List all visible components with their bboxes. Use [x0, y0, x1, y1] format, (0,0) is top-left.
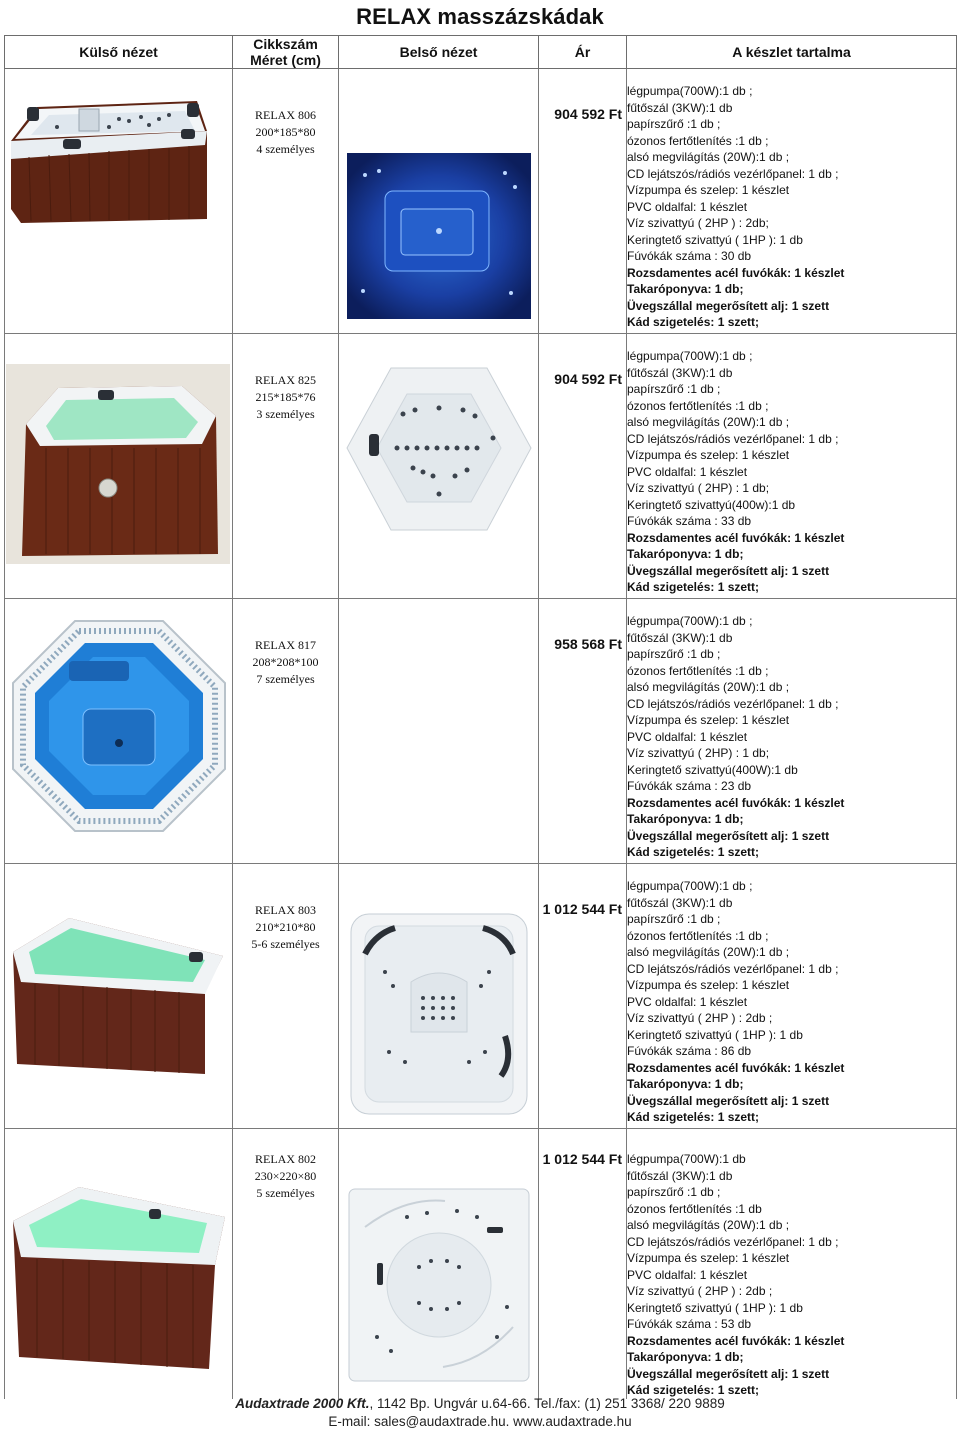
- contents-item: Vízpumpa és szelep: 1 készlet: [627, 713, 790, 727]
- product-size: 210*210*80: [255, 920, 316, 934]
- product-persons: 5 személyes: [256, 1186, 315, 1200]
- product-catalog-table: [4, 35, 957, 1399]
- exterior-photo-relax-803: [9, 912, 229, 1076]
- price-cell: [539, 1129, 627, 1399]
- footer-contact: E-mail: sales@audaxtrade.hu. www.audaxtrade.hu: [328, 1414, 632, 1429]
- contents-item: fűtőszál (3KW):1 db: [627, 630, 733, 645]
- contents-item: légpumpa(700W):1 db ;: [627, 614, 753, 628]
- interior-photo-relax-802: [347, 1187, 531, 1383]
- contents-item: Fúvókák száma : 30 db: [627, 249, 752, 263]
- contents-item: fűtőszál (3KW):1 db: [627, 365, 733, 380]
- contents-item: Rozsdamentes acél fuvókák: 1 készlet: [627, 530, 845, 545]
- exterior-cell: [5, 69, 233, 334]
- contents-item: alsó megvilágítás (20W):1 db ;: [627, 150, 790, 164]
- contents-item: Víz szivattyú ( 2HP ) : 2db;: [627, 216, 769, 230]
- interior-photo-relax-806: [345, 151, 533, 321]
- footer-company: Audaxtrade 2000 Kft.: [235, 1396, 370, 1411]
- contents-list: [627, 599, 956, 861]
- header-code: Cikkszám: [253, 36, 318, 52]
- contents-cell: [627, 864, 957, 1129]
- contents-item: papírszűrő :1 db ;: [627, 117, 721, 131]
- contents-item: papírszűrő :1 db ;: [627, 382, 721, 396]
- product-model: RELAX 817: [255, 638, 316, 652]
- product-price: 1 012 544 Ft: [542, 901, 622, 917]
- contents-item: légpumpa(700W):1 db ;: [627, 349, 753, 363]
- contents-item: Víz szivattyú ( 2HP) : 1 db;: [627, 481, 770, 495]
- contents-item: Keringtető szivattyú ( 1HP ): 1 db: [627, 1300, 803, 1315]
- product-model: RELAX 825: [255, 373, 316, 387]
- header-interior: Belső nézet: [339, 36, 539, 69]
- contents-item: PVC oldalfal: 1 készlet: [627, 994, 748, 1009]
- code-cell: [233, 599, 339, 864]
- contents-item: PVC oldalfal: 1 készlet: [627, 729, 748, 744]
- contents-item: Takaróponyva: 1 db;: [627, 1350, 744, 1364]
- price-cell: [539, 69, 627, 334]
- header-contents: A készlet tartalma: [627, 36, 957, 69]
- document-title: RELAX masszázskádak: [356, 4, 604, 29]
- contents-item: alsó megvilágítás (20W):1 db ;: [627, 680, 790, 694]
- product-row-relax-806: [5, 69, 957, 334]
- product-persons: 7 személyes: [256, 672, 315, 686]
- contents-item: CD lejátszós/rádiós vezérlőpanel: 1 db ;: [627, 961, 839, 976]
- contents-item: Keringtető szivattyú ( 1HP ): 1 db: [627, 1027, 803, 1042]
- contents-item: ózonos fertőtlenítés :1 db ;: [627, 398, 769, 413]
- contents-item: Takaróponyva: 1 db;: [627, 547, 744, 561]
- interior-cell: [339, 1129, 539, 1399]
- contents-item: Fúvókák száma : 33 db: [627, 514, 752, 528]
- product-price: 904 592 Ft: [554, 371, 622, 387]
- product-price: 904 592 Ft: [554, 106, 622, 122]
- contents-item: ózonos fertőtlenítés :1 db ;: [627, 133, 769, 148]
- product-row-relax-802: [5, 1129, 957, 1399]
- contents-item: fűtőszál (3KW):1 db: [627, 100, 733, 115]
- code-cell: [233, 1129, 339, 1399]
- contents-item: PVC oldalfal: 1 készlet: [627, 1267, 748, 1282]
- exterior-photo-relax-825: [6, 364, 230, 564]
- footer-address: , 1142 Bp. Ungvár u.64-66. Tel./fax: (1) 251 3368/ 220 9889: [369, 1396, 725, 1411]
- interior-cell: [339, 334, 539, 599]
- contents-item: alsó megvilágítás (20W):1 db ;: [627, 415, 790, 429]
- product-persons: 3 személyes: [256, 407, 315, 421]
- contents-item: Kád szigetelés: 1 szett;: [627, 580, 760, 594]
- contents-item: papírszűrő :1 db ;: [627, 647, 721, 661]
- product-model: RELAX 802: [255, 1152, 316, 1166]
- contents-item: Keringtető szivattyú(400W):1 db: [627, 762, 798, 777]
- contents-item: Kád szigetelés: 1 szett;: [627, 1383, 760, 1397]
- product-row-relax-825: [5, 334, 957, 599]
- footer-address-line: [0, 1396, 960, 1411]
- contents-item: ózonos fertőtlenítés :1 db: [627, 1201, 762, 1216]
- contents-item: Takaróponyva: 1 db;: [627, 1077, 744, 1091]
- interior-cell: [339, 69, 539, 334]
- contents-item: alsó megvilágítás (20W):1 db ;: [627, 1218, 790, 1232]
- contents-item: Rozsdamentes acél fuvókák: 1 készlet: [627, 265, 845, 280]
- contents-item: Kád szigetelés: 1 szett;: [627, 315, 760, 329]
- contents-list: [627, 1129, 956, 1399]
- contents-item: Üvegszállal megerősített alj: 1 szett: [627, 1366, 830, 1381]
- contents-item: Vízpumpa és szelep: 1 készlet: [627, 448, 790, 462]
- contents-cell: [627, 1129, 957, 1399]
- contents-item: Takaróponyva: 1 db;: [627, 282, 744, 296]
- exterior-cell: [5, 864, 233, 1129]
- contents-cell: [627, 69, 957, 334]
- product-price: 1 012 544 Ft: [542, 1151, 622, 1167]
- contents-item: Üvegszállal megerősített alj: 1 szett: [627, 563, 830, 578]
- code-cell: [233, 69, 339, 334]
- price-cell: [539, 599, 627, 864]
- product-model: RELAX 803: [255, 903, 316, 917]
- contents-item: PVC oldalfal: 1 készlet: [627, 199, 748, 214]
- header-price: Ár: [539, 36, 627, 69]
- contents-item: Takaróponyva: 1 db;: [627, 812, 744, 826]
- product-size: 215*185*76: [255, 390, 316, 404]
- contents-item: CD lejátszós/rádiós vezérlőpanel: 1 db ;: [627, 1234, 839, 1249]
- contents-item: Rozsdamentes acél fuvókák: 1 készlet: [627, 1333, 845, 1348]
- exterior-cell: [5, 334, 233, 599]
- contents-item: Keringtető szivattyú ( 1HP ): 1 db: [627, 232, 803, 247]
- product-row-relax-803: [5, 864, 957, 1129]
- interior-photo-relax-803: [349, 912, 529, 1116]
- exterior-cell: [5, 599, 233, 864]
- exterior-photo-relax-817: [9, 617, 229, 835]
- contents-item: Víz szivattyú ( 2HP ) : 2db ;: [627, 1011, 773, 1025]
- contents-item: Üvegszállal megerősített alj: 1 szett: [627, 828, 830, 843]
- contents-item: alsó megvilágítás (20W):1 db ;: [627, 945, 790, 959]
- header-code-size: [233, 36, 339, 69]
- header-exterior: Külső nézet: [5, 36, 233, 69]
- contents-item: Víz szivattyú ( 2HP ) : 2db ;: [627, 1284, 773, 1298]
- contents-item: Fúvókák száma : 86 db: [627, 1044, 752, 1058]
- product-row-relax-817: [5, 599, 957, 864]
- product-size: 230×220×80: [254, 1169, 317, 1183]
- contents-item: Kád szigetelés: 1 szett;: [627, 1110, 760, 1124]
- contents-item: Rozsdamentes acél fuvókák: 1 készlet: [627, 795, 845, 810]
- contents-cell: [627, 599, 957, 864]
- contents-item: CD lejátszós/rádiós vezérlőpanel: 1 db ;: [627, 431, 839, 446]
- contents-item: CD lejátszós/rádiós vezérlőpanel: 1 db ;: [627, 166, 839, 181]
- interior-photo-relax-825: [343, 364, 535, 534]
- contents-item: PVC oldalfal: 1 készlet: [627, 464, 748, 479]
- contents-item: papírszűrő :1 db ;: [627, 1185, 721, 1199]
- contents-item: CD lejátszós/rádiós vezérlőpanel: 1 db ;: [627, 696, 839, 711]
- exterior-photo-relax-806: [9, 79, 209, 239]
- contents-list: [627, 864, 956, 1126]
- price-cell: [539, 334, 627, 599]
- product-price: 958 568 Ft: [554, 636, 622, 652]
- contents-item: légpumpa(700W):1 db ;: [627, 879, 753, 893]
- code-cell: [233, 334, 339, 599]
- contents-item: Víz szivattyú ( 2HP) : 1 db;: [627, 746, 770, 760]
- product-size: 208*208*100: [252, 655, 319, 669]
- contents-item: légpumpa(700W):1 db ;: [627, 84, 753, 98]
- contents-item: ózonos fertőtlenítés :1 db ;: [627, 928, 769, 943]
- contents-item: Kád szigetelés: 1 szett;: [627, 845, 760, 859]
- contents-item: Fúvókák száma : 23 db: [627, 779, 752, 793]
- contents-item: fűtőszál (3KW):1 db: [627, 1168, 733, 1183]
- header-size: Méret (cm): [250, 52, 321, 68]
- exterior-photo-relax-802: [9, 1181, 229, 1371]
- contents-item: Üvegszállal megerősített alj: 1 szett: [627, 1093, 830, 1108]
- contents-item: Üvegszállal megerősített alj: 1 szett: [627, 298, 830, 313]
- product-persons: 4 személyes: [256, 142, 315, 156]
- product-persons: 5-6 személyes: [251, 937, 320, 951]
- code-cell: [233, 864, 339, 1129]
- contents-item: Fúvókák száma : 53 db: [627, 1317, 752, 1331]
- contents-item: ózonos fertőtlenítés :1 db ;: [627, 663, 769, 678]
- price-cell: [539, 864, 627, 1129]
- contents-item: Vízpumpa és szelep: 1 készlet: [627, 978, 790, 992]
- exterior-cell: [5, 1129, 233, 1399]
- contents-item: Vízpumpa és szelep: 1 készlet: [627, 183, 790, 197]
- contents-cell: [627, 334, 957, 599]
- contents-list: [627, 69, 956, 331]
- contents-item: Vízpumpa és szelep: 1 készlet: [627, 1251, 790, 1265]
- contents-item: Keringtető szivattyú(400w):1 db: [627, 497, 796, 512]
- interior-cell: [339, 599, 539, 864]
- contents-item: Rozsdamentes acél fuvókák: 1 készlet: [627, 1060, 845, 1075]
- contents-item: papírszűrő :1 db ;: [627, 912, 721, 926]
- contents-item: légpumpa(700W):1 db: [627, 1152, 746, 1166]
- contents-list: [627, 334, 956, 596]
- product-model: RELAX 806: [255, 108, 316, 122]
- product-size: 200*185*80: [255, 125, 316, 139]
- table-header-row: [5, 36, 957, 69]
- interior-cell: [339, 864, 539, 1129]
- contents-item: fűtőszál (3KW):1 db: [627, 895, 733, 910]
